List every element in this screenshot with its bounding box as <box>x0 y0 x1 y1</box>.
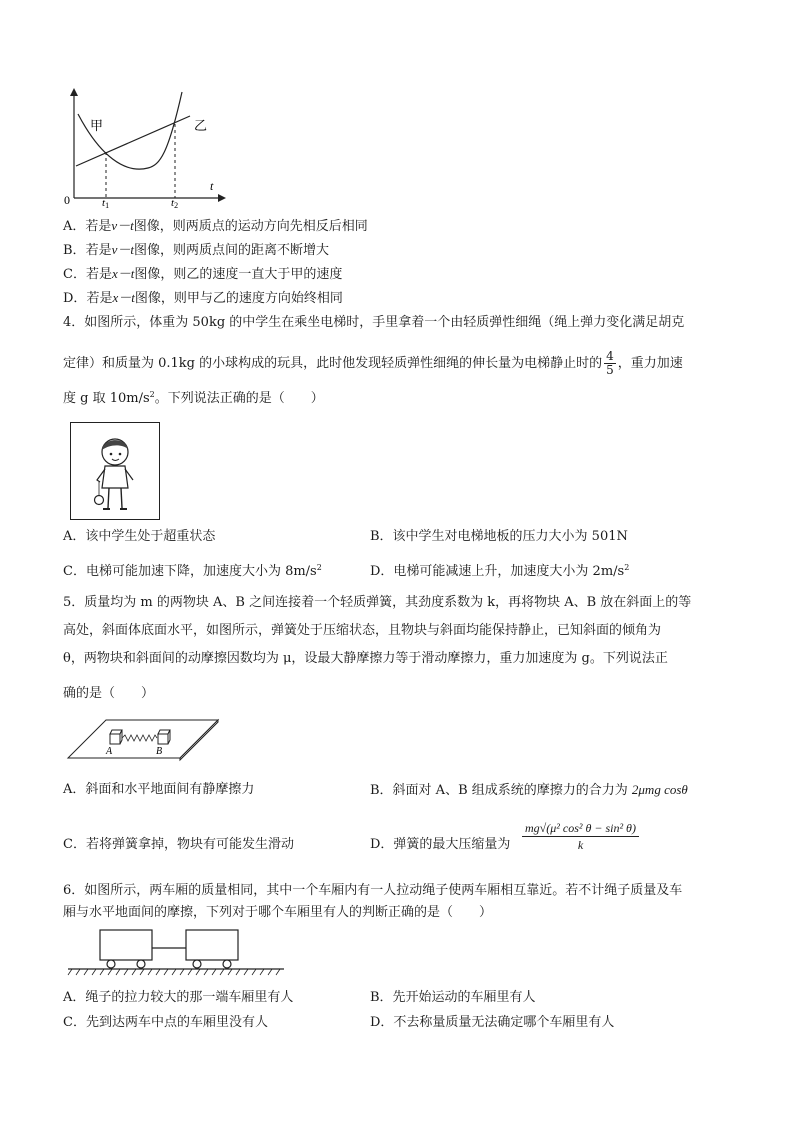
q5-option-d-formula: mg√(μ² cos² θ − sin² θ) k <box>522 820 639 853</box>
q4-option-b: B．该中学生对电梯地板的压力大小为 501N <box>370 529 628 544</box>
q6-option-d: D．不去称量质量无法确定哪个车厢里有人 <box>370 1015 615 1030</box>
q3-option-c: C．若是x－t图像，则乙的速度一直大于甲的速度 <box>63 266 343 282</box>
q4-stem-line2: 定律）和质量为 0.1kg 的小球构成的玩具，此时他发现轻质弹性细绳的伸长量为电梯静止时的 $\frac{4}{5}$ ，重力加速 <box>63 349 683 377</box>
q3-graph <box>60 86 230 208</box>
label-yi: 乙 <box>194 118 208 133</box>
q4-option-a: A．该中学生处于超重状态 <box>63 529 216 544</box>
q4-figure-boy <box>70 422 160 520</box>
label-block-a: A <box>106 746 113 757</box>
q6-stem-line2: 厢与水平地面间的摩擦，下列对于哪个车厢里有人的判断正确的是（ ） <box>63 905 493 920</box>
q6-stem-line1: 6．如图所示，两车厢的质量相同，其中一个车厢内有一人拉动绳子使两车厢相互靠近。若不计绳子质量及车 <box>63 883 683 898</box>
t2-label: t2 <box>171 197 179 208</box>
q5-stem-line4: 确的是（ ） <box>63 686 155 701</box>
label-block-b: B <box>156 746 163 757</box>
q5-stem-line3: θ，两物块和斜面间的动摩擦因数均为 μ，设最大静摩擦力等于滑动摩擦力，重力加速度为 g。下列说法正 <box>63 651 668 666</box>
fraction-4-5: $\frac{4}{5}$ <box>606 349 614 377</box>
t1-label: t1 <box>102 197 110 208</box>
q5-option-c: C．若将弹簧拿掉，物块有可能发生滑动 <box>63 837 294 852</box>
q4-option-c: C．电梯可能加速下降，加速度大小为 $8m/s^2$ <box>63 563 322 579</box>
q6-option-c: C．先到达两车中点的车厢里没有人 <box>63 1015 268 1030</box>
q5-figure-incline <box>66 712 222 764</box>
q3-option-d: D．若是x－t图像，则甲与乙的速度方向始终相同 <box>63 290 343 306</box>
q5-stem-line1: 5．质量均为 m 的两物块 A、B 之间连接着一个轻质弹簧，其劲度系数为 k，再将物块 A、B 放在斜面上的等 <box>63 595 692 610</box>
q5-option-a: A．斜面和水平地面间有静摩擦力 <box>63 782 255 797</box>
q6-option-a: A．绳子的拉力较大的那一端车厢里有人 <box>63 990 294 1005</box>
q3-option-b: B．若是v－t图像，则两质点间的距离不断增大 <box>63 242 329 258</box>
q6-figure-carriages <box>66 926 286 978</box>
origin-label: 0 <box>64 193 70 207</box>
label-jia: 甲 <box>90 118 104 133</box>
q5-option-b: B．斜面对 A、B 组成系统的摩擦力的合力为 2μmg cosθ <box>370 782 688 798</box>
q5-stem-line2: 高处，斜面体底面水平，如图所示，弹簧处于压缩状态，且物块与斜面均能保持静止，已知斜面的倾角为 <box>63 623 662 638</box>
q3-option-a: A．若是v－t图像，则两质点的运动方向先相反后相同 <box>63 218 368 234</box>
q4-option-d: D．电梯可能减速上升，加速度大小为 $2m/s^2$ <box>370 563 630 579</box>
t-axis-label: t <box>210 179 214 193</box>
q6-option-b: B．先开始运动的车厢里有人 <box>370 990 536 1005</box>
q5-option-d: D．弹簧的最大压缩量为 <box>370 837 511 852</box>
q4-stem-line3: 度 g 取 $10m/s^2$。下列说法正确的是（ ） <box>63 390 324 406</box>
q4-stem-line1: 4．如图所示，体重为 50kg 的中学生在乘坐电梯时，手里拿着一个由轻质弹性细绳（绳上弹力变化满足胡克 <box>63 315 685 330</box>
